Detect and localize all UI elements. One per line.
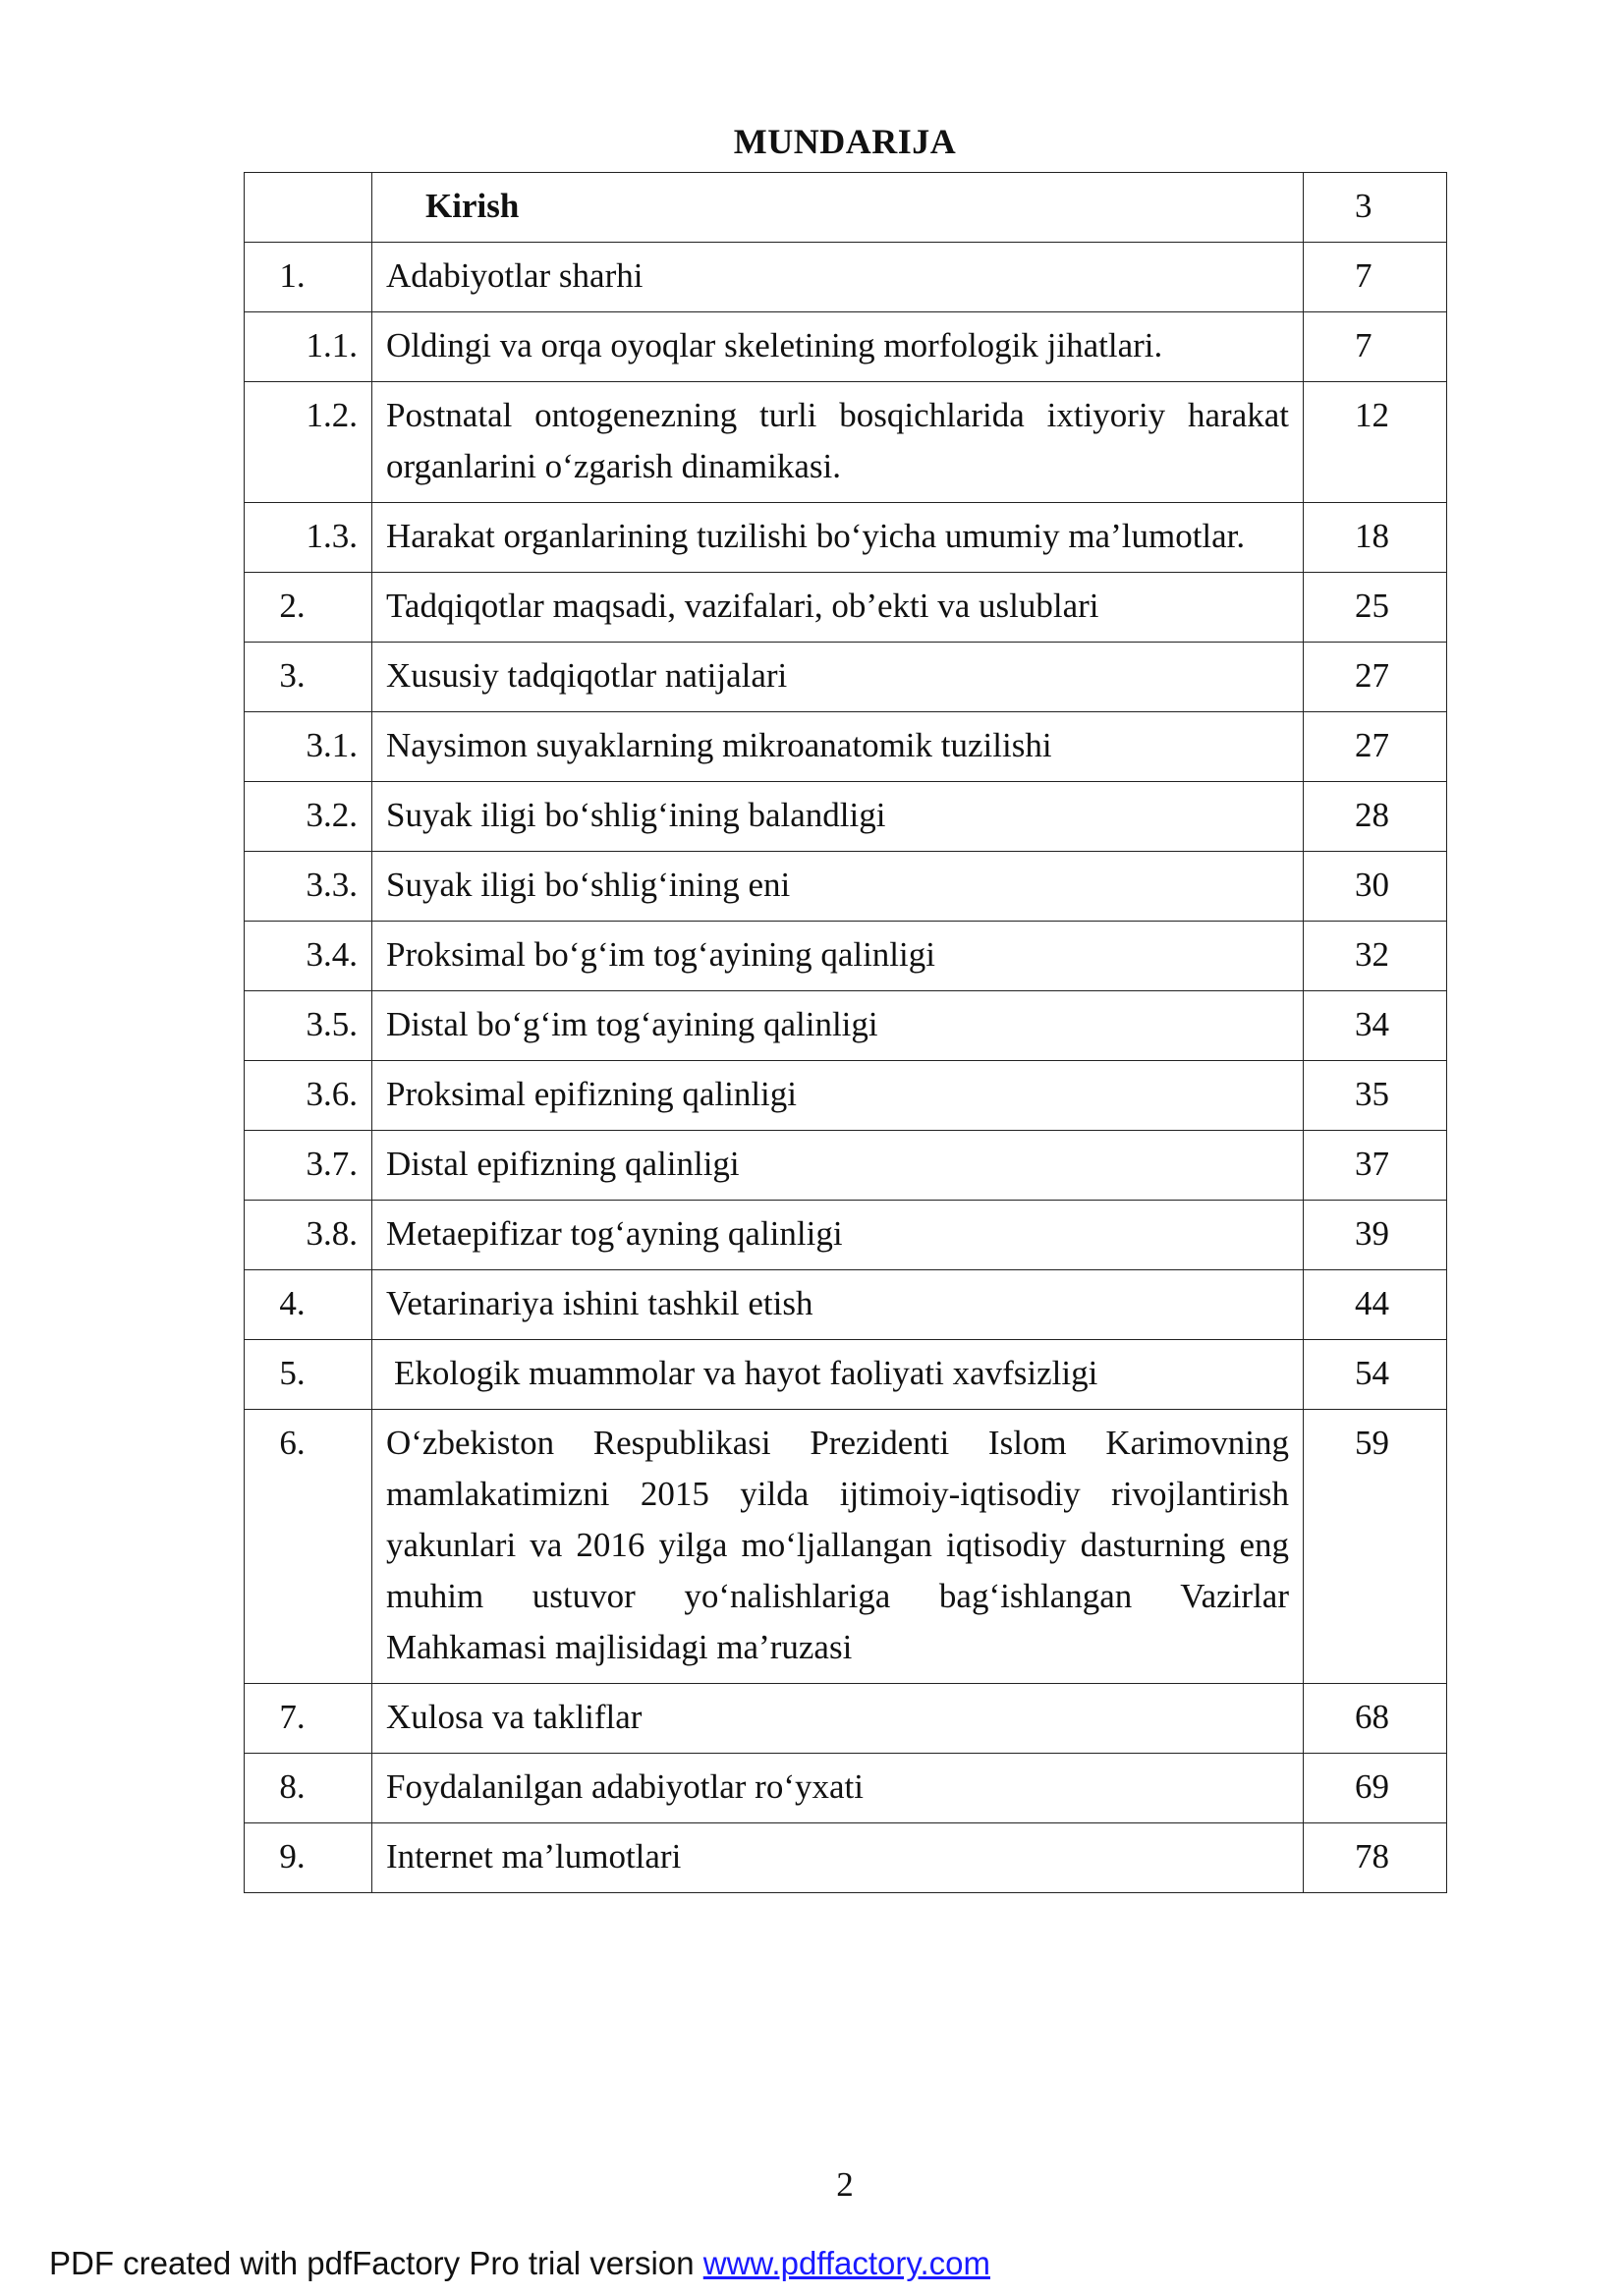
toc-title: Postnatal ontogenezning turli bosqichlarida ixtiyoriy harakat organlarini o‘zgarish dinamikasi. [372, 382, 1304, 503]
toc-page: 7 [1304, 312, 1447, 382]
toc-number: 1.3. [245, 503, 372, 573]
toc-number: 8. [245, 1754, 372, 1823]
toc-page: 28 [1304, 782, 1447, 852]
toc-number: 3.8. [245, 1201, 372, 1270]
toc-title: Xulosa va takliflar [372, 1684, 1304, 1754]
toc-number: 5. [245, 1340, 372, 1410]
toc-page: 39 [1304, 1201, 1447, 1270]
page-number: 2 [836, 2165, 854, 2204]
toc-title: Proksimal bo‘g‘im tog‘ayining qalinligi [372, 922, 1304, 991]
toc-title: Suyak iligi bo‘shlig‘ining balandligi [372, 782, 1304, 852]
toc-title: Adabiyotlar sharhi [372, 243, 1304, 312]
toc-number: 3.1. [245, 712, 372, 782]
toc-row [245, 1684, 1447, 1754]
toc-number: 3. [245, 643, 372, 712]
toc-page: 68 [1304, 1684, 1447, 1754]
toc-number: 7. [245, 1684, 372, 1754]
toc-row [245, 1754, 1447, 1823]
toc-row [245, 991, 1447, 1061]
toc-number [245, 173, 372, 243]
table-of-contents [244, 172, 1447, 1893]
toc-number: 1. [245, 243, 372, 312]
toc-row [245, 573, 1447, 643]
toc-title: Proksimal epifizning qalinligi [372, 1061, 1304, 1131]
toc-page: 34 [1304, 991, 1447, 1061]
toc-number: 3.6. [245, 1061, 372, 1131]
toc-title [372, 173, 1304, 243]
toc-title: Distal epifizning qalinligi [372, 1131, 1304, 1201]
toc-title: Tadqiqotlar maqsadi, vazifalari, ob’ekti va uslublari [372, 573, 1304, 643]
toc-title: Naysimon suyaklarning mikroanatomik tuzilishi [372, 712, 1304, 782]
toc-page: 37 [1304, 1131, 1447, 1201]
toc-page: 18 [1304, 503, 1447, 573]
pdffactory-link[interactable]: www.pdffactory.com [702, 2245, 990, 2281]
toc-number: 4. [245, 1270, 372, 1340]
page-title: MUNDARIJA [733, 122, 957, 161]
toc-page: 59 [1304, 1410, 1447, 1684]
toc-row [245, 712, 1447, 782]
toc-title: Oldingi va orqa oyoqlar skeletining morfologik jihatlari. [372, 312, 1304, 382]
toc-number: 3.5. [245, 991, 372, 1061]
toc-title: Harakat organlarining tuzilishi bo‘yicha umumiy ma’lumotlar. [372, 503, 1304, 573]
toc-number: 3.2. [245, 782, 372, 852]
toc-page: 27 [1304, 712, 1447, 782]
toc-number: 3.4. [245, 922, 372, 991]
toc-number: 6. [245, 1410, 372, 1684]
toc-number: 2. [245, 573, 372, 643]
pdf-creator-note [49, 2244, 990, 2283]
toc-row [245, 922, 1447, 991]
toc-page: 12 [1304, 382, 1447, 503]
toc-number: 9. [245, 1823, 372, 1893]
pdf-note-text: PDF created with pdfFactory Pro trial version [49, 2245, 703, 2281]
toc-row [245, 243, 1447, 312]
toc-row [245, 1131, 1447, 1201]
toc-row [245, 1823, 1447, 1893]
toc-title: Suyak iligi bo‘shlig‘ining eni [372, 852, 1304, 922]
toc-row [245, 1410, 1447, 1684]
toc-title: Foydalanilgan adabiyotlar ro‘yxati [372, 1754, 1304, 1823]
toc-row [245, 1270, 1447, 1340]
toc-page: 3 [1304, 173, 1447, 243]
toc-row [245, 1340, 1447, 1410]
toc-title: O‘zbekiston Respublikasi Prezidenti Islom Karimovning mamlakatimizni 2015 yilda ijtimoiy-iqtisodiy rivojlantirish yakunlari va 2016 yilga mo‘ljallangan iqtisodiy dasturning eng muhim ustuvor yo‘nalishlariga bag‘ishlangan Vazirlar Mahkamasi majlisidagi ma’ruzasi [372, 1410, 1304, 1684]
toc-page: 25 [1304, 573, 1447, 643]
toc-page: 30 [1304, 852, 1447, 922]
toc-number: 3.7. [245, 1131, 372, 1201]
toc-row [245, 312, 1447, 382]
toc-page: 44 [1304, 1270, 1447, 1340]
toc-row [245, 382, 1447, 503]
toc-number: 1.1. [245, 312, 372, 382]
toc-title: Vetarinariya ishini tashkil etish [372, 1270, 1304, 1340]
toc-title: Xususiy tadqiqotlar natijalari [372, 643, 1304, 712]
toc-row-intro [245, 173, 1447, 243]
toc-row [245, 1061, 1447, 1131]
toc-title: Ekologik muammolar va hayot faoliyati xavfsizligi [372, 1340, 1304, 1410]
toc-page: 69 [1304, 1754, 1447, 1823]
toc-title: Distal bo‘g‘im tog‘ayining qalinligi [372, 991, 1304, 1061]
toc-number: 1.2. [245, 382, 372, 503]
toc-row [245, 1201, 1447, 1270]
toc-page: 35 [1304, 1061, 1447, 1131]
intro-title: Kirish [425, 187, 520, 225]
toc-row [245, 503, 1447, 573]
toc-page: 32 [1304, 922, 1447, 991]
toc-row [245, 782, 1447, 852]
toc-page: 27 [1304, 643, 1447, 712]
toc-row [245, 852, 1447, 922]
toc-title: Internet ma’lumotlari [372, 1823, 1304, 1893]
toc-page: 78 [1304, 1823, 1447, 1893]
toc-page: 54 [1304, 1340, 1447, 1410]
toc-row [245, 643, 1447, 712]
toc-number: 3.3. [245, 852, 372, 922]
toc-title: Metaepifizar tog‘ayning qalinligi [372, 1201, 1304, 1270]
toc-page: 7 [1304, 243, 1447, 312]
